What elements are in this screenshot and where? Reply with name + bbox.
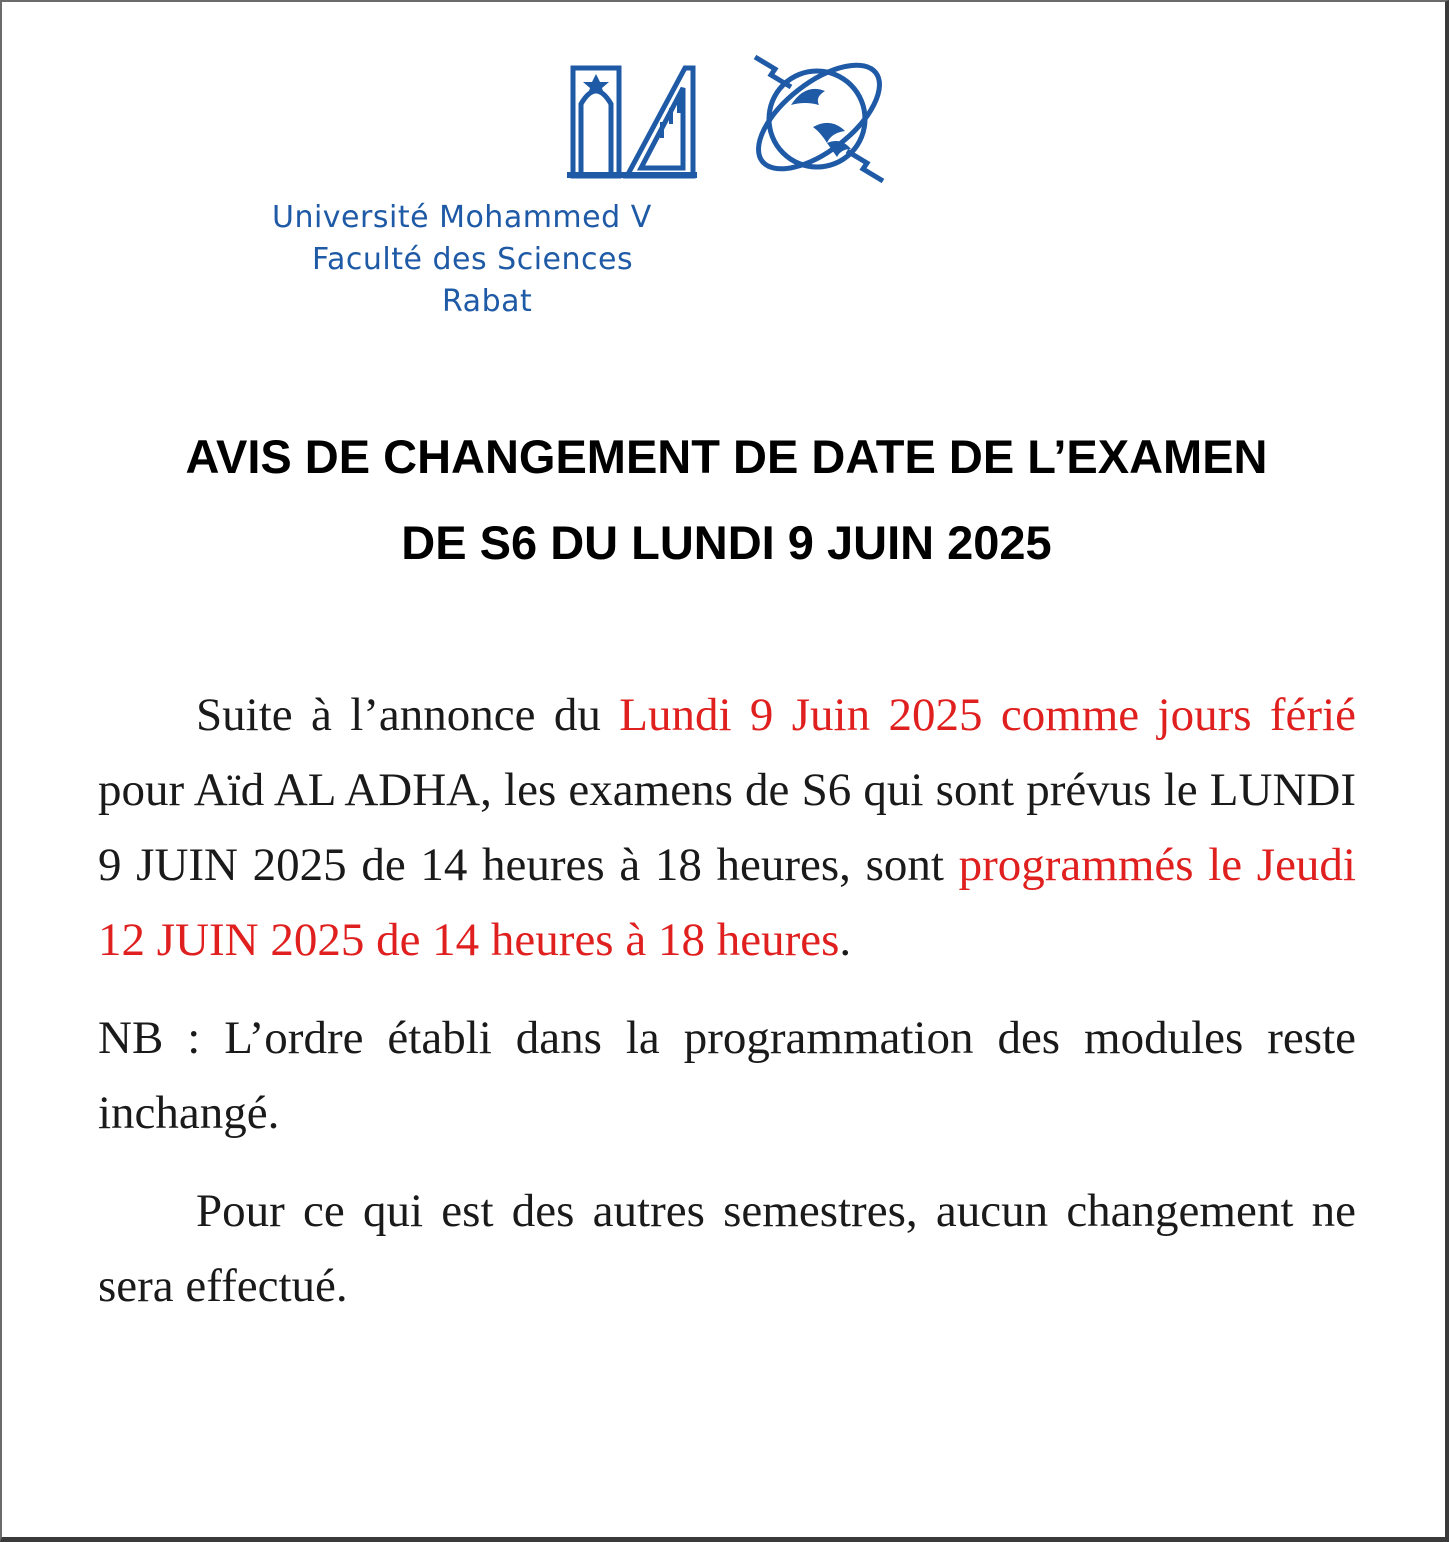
- logo-university-name: Université Mohammed V: [272, 200, 652, 235]
- science-globe-emblem: [747, 47, 897, 187]
- paragraph-nb: NB : L’ordre établi dans la programmation des modules reste inchangé.: [98, 1012, 1356, 1139]
- notice-title-line2: DE S6 DU LUNDI 9 JUIN 2025: [401, 516, 1052, 569]
- paragraph1-end: .: [839, 914, 852, 966]
- logo-city-name: Rabat: [442, 284, 533, 319]
- notice-body: [98, 678, 1356, 1347]
- holiday-highlight: Lundi 9 Juin 2025 comme jours férié: [619, 689, 1356, 741]
- university-logo: [2, 47, 1449, 323]
- logo-faculty-name: Faculté des Sciences: [312, 242, 634, 277]
- paragraph1-intro: Suite à l’annonce du: [196, 689, 620, 741]
- paragraph1-middle: pour Aïd AL ADHA, les examens de S6 qui sont prévus le LUNDI 9 JUIN 2025 de 14 heures à 18 heures, sont: [98, 764, 1356, 891]
- notice-title: [92, 414, 1361, 586]
- paragraph-other-semesters: Pour ce qui est des autres semestres, aucun changement ne sera effectué.: [98, 1185, 1356, 1312]
- logo-wordmark: [2, 197, 1449, 323]
- university-arch-emblem: [567, 52, 697, 182]
- new-date-highlight: programmés le Jeudi 12 JUIN 2025 de 14 heures à 18 heures: [98, 839, 1356, 966]
- notice-title-line1: AVIS DE CHANGEMENT DE DATE DE L’EXAMEN: [185, 430, 1268, 483]
- logo-emblems: [557, 47, 897, 197]
- paragraph-announcement: [98, 678, 1356, 978]
